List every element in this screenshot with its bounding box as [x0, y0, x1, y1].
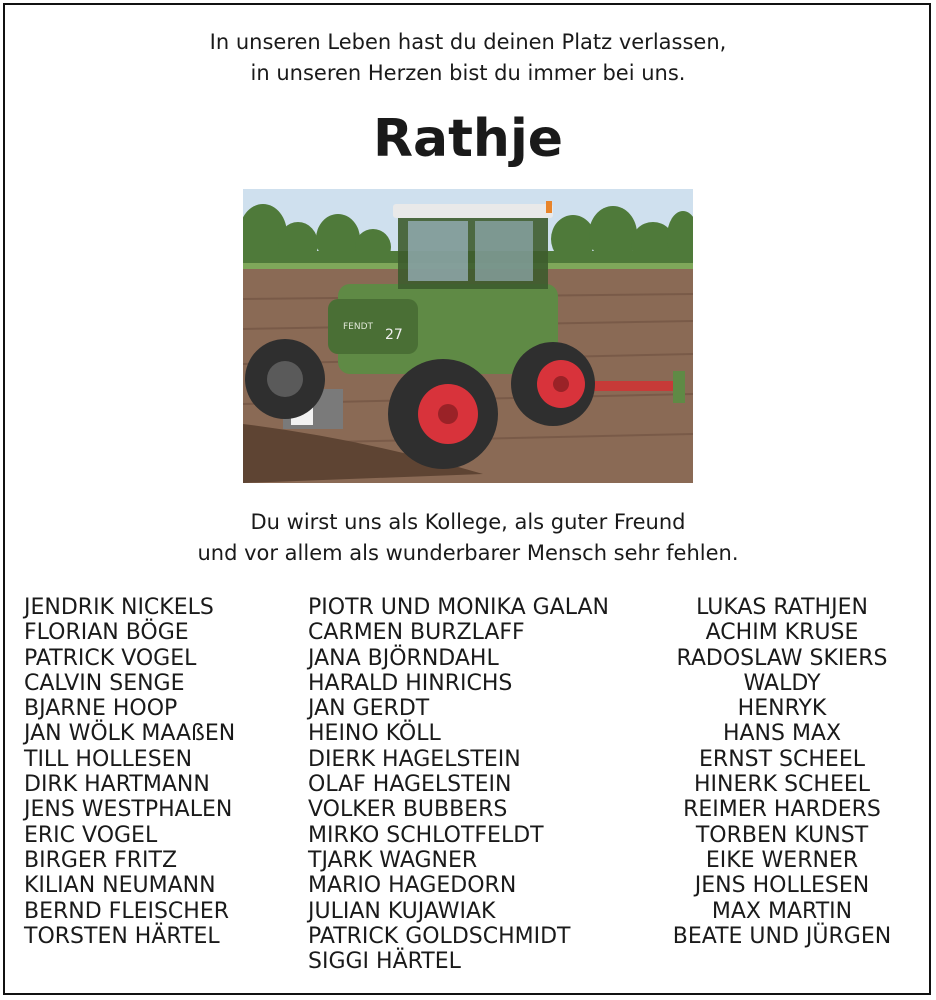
mourner-name: MAX MARTIN [711, 898, 853, 924]
intro-line-1: In unseren Leben hast du deinen Platz verlassen, [209, 30, 727, 54]
mourner-name: ERIC VOGEL [24, 822, 158, 848]
mourner-name: PATRICK GOLDSCHMIDT [308, 923, 571, 949]
mourner-name: CARMEN BURZLAFF [308, 620, 525, 646]
mourner-name: TILL HOLLESEN [24, 746, 193, 772]
mourner-name: VOLKER BUBBERS [308, 797, 508, 823]
mourner-name: REIMER HARDERS [683, 797, 881, 823]
svg-text:27: 27 [385, 327, 403, 343]
mourner-name: BJARNE HOOP [24, 696, 178, 722]
mourner-name: JENS HOLLESEN [694, 873, 870, 899]
mourner-name: TORSTEN HÄRTEL [24, 923, 220, 949]
mourner-name: BIRGER FRITZ [24, 847, 178, 873]
mourner-name: ACHIM KRUSE [705, 620, 859, 646]
mourner-name: LUKAS RATHJEN [696, 595, 868, 620]
mourner-name: HARALD HINRICHS [308, 670, 513, 696]
mourner-name: MIRKO SCHLOTFELDT [308, 822, 544, 848]
deceased-name: Rathje [372, 109, 564, 169]
tractor-illustration [243, 189, 693, 483]
mourners-column-1 [24, 595, 294, 949]
mourner-name: JAN WÖLK MAAßEN [24, 721, 236, 747]
mourner-name: JANA BJÖRNDAHL [308, 645, 499, 671]
tractor-photo [243, 189, 693, 483]
closing-message [0, 507, 936, 569]
mourner-name: BEATE UND JÜRGEN [672, 923, 892, 949]
mourner-name: HINERK SCHEEL [693, 772, 871, 798]
mourner-name: KILIAN NEUMANN [24, 873, 216, 899]
mourner-name: DIRK HARTMANN [24, 772, 210, 798]
mourner-name: PATRICK VOGEL [24, 645, 197, 671]
mourner-name: HENRYK [737, 696, 827, 722]
mourner-name: TJARK WAGNER [308, 847, 478, 873]
mourner-name: JAN GERDT [308, 696, 430, 722]
mourner-name: EIKE WERNER [705, 847, 859, 873]
mourner-name: ERNST SCHEEL [699, 746, 865, 772]
mourner-name: HANS MAX [722, 721, 842, 747]
mourner-name: WALDY [743, 670, 821, 696]
mourners-column-2 [308, 595, 658, 974]
svg-text:FENDT: FENDT [343, 322, 374, 332]
closing-line-2: und vor allem als wunderbarer Mensch sehr fehlen. [197, 541, 739, 565]
mourner-name: JULIAN KUJAWIAK [308, 898, 496, 924]
intro-line-2: in unseren Herzen bist du immer bei uns. [250, 61, 686, 85]
mourner-name: PIOTR UND MONIKA GALAN [308, 595, 609, 620]
mourner-name: RADOSLAW SKIERS [676, 645, 888, 671]
mourner-name: HEINO KÖLL [308, 721, 441, 747]
mourner-name: OLAF HAGELSTEIN [308, 772, 512, 798]
intro-verse [0, 27, 936, 89]
closing-line-1: Du wirst uns als Kollege, als guter Freund [250, 510, 686, 534]
mourner-name: JENDRIK NICKELS [24, 595, 214, 620]
mourner-name: CALVIN SENGE [24, 670, 185, 696]
mourner-name: BERND FLEISCHER [24, 898, 230, 924]
mourner-name: TORBEN KUNST [695, 822, 869, 848]
mourner-name: JENS WESTPHALEN [24, 797, 233, 823]
mourner-name: DIERK HAGELSTEIN [308, 746, 521, 772]
mourner-name: SIGGI HÄRTEL [308, 949, 461, 975]
mourner-name: FLORIAN BÖGE [24, 620, 189, 646]
mourners-column-3 [650, 595, 914, 949]
mourner-name: MARIO HAGEDORN [308, 873, 517, 899]
